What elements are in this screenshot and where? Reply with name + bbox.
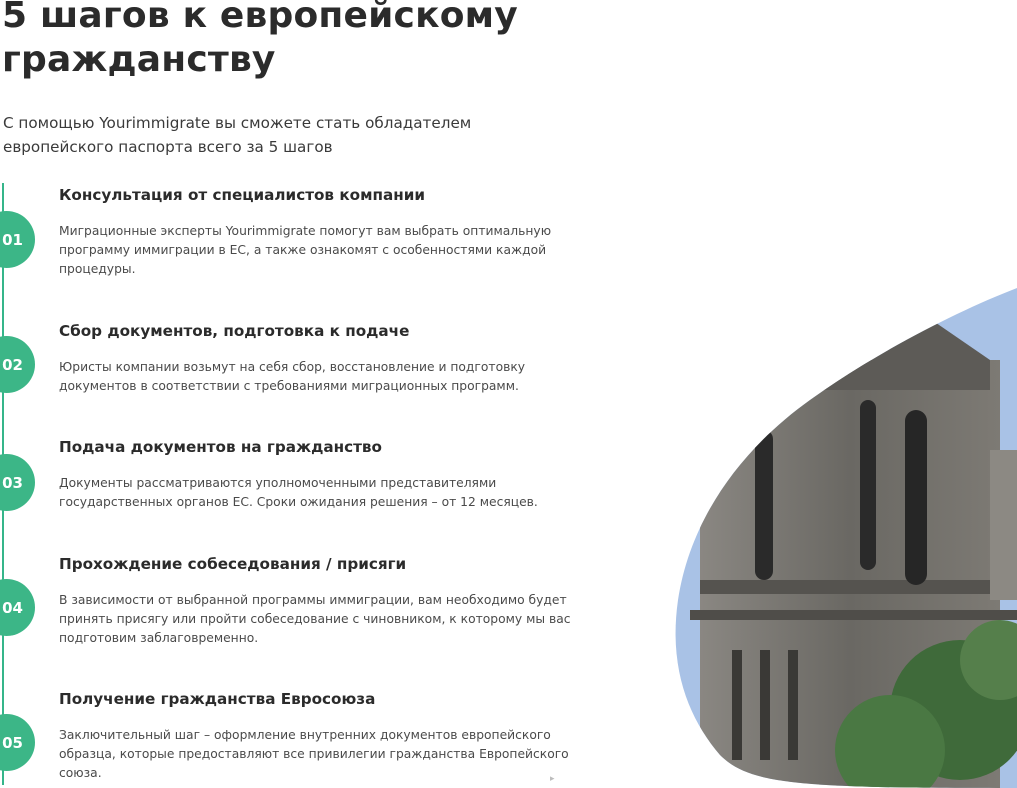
step-title: Получение гражданства Евросоюза (59, 690, 376, 708)
step-description: В зависимости от выбранной программы иммиграции, вам необходимо будет принять присягу или пройти собеседование с чиновником, к которому мы вас подготовим заблаговременно. (59, 593, 571, 646)
page-title: 5 шагов к европейскому гражданству (2, 0, 518, 80)
step-number-badge: 03 (0, 454, 35, 511)
step-title: Консультация от специалистов компании (59, 186, 426, 204)
step-number-badge: 01 (0, 211, 35, 268)
step-description: Миграционные эксперты Yourimmigrate помогут вам выбрать оптимальную программу иммиграции в ЕС, а также ознакомят с особенностями каждой процедуры. (59, 224, 552, 277)
step-title: Сбор документов, подготовка к подаче (59, 322, 410, 340)
step-number-badge: 02 (0, 336, 35, 393)
step-title: Прохождение собеседования / присяги (59, 555, 407, 573)
play-arrow-icon[interactable]: ▸ (550, 774, 555, 784)
step-number-badge: 04 (0, 579, 35, 636)
page-subtitle: С помощью Yourimmigrate вы сможете стать обладателем европейского паспорта всего за 5 шагов (3, 114, 472, 156)
step-description: Заключительный шаг – оформление внутренних документов европейского образца, которые предоставляют все привилегии гражданства Европейского союза. (59, 728, 569, 781)
step-number-badge: 05 (0, 714, 35, 771)
step-description: Документы рассматриваются уполномоченными представителями государственных органов ЕС. Сроки ожидания решения – от 12 месяцев. (59, 476, 538, 510)
step-title: Подача документов на гражданство (59, 438, 382, 456)
cathedral-photo (660, 280, 1017, 788)
step-description: Юристы компании возьмут на себя сбор, восстановление и подготовку документов в соответствии с требованиями миграционных программ. (59, 360, 526, 394)
